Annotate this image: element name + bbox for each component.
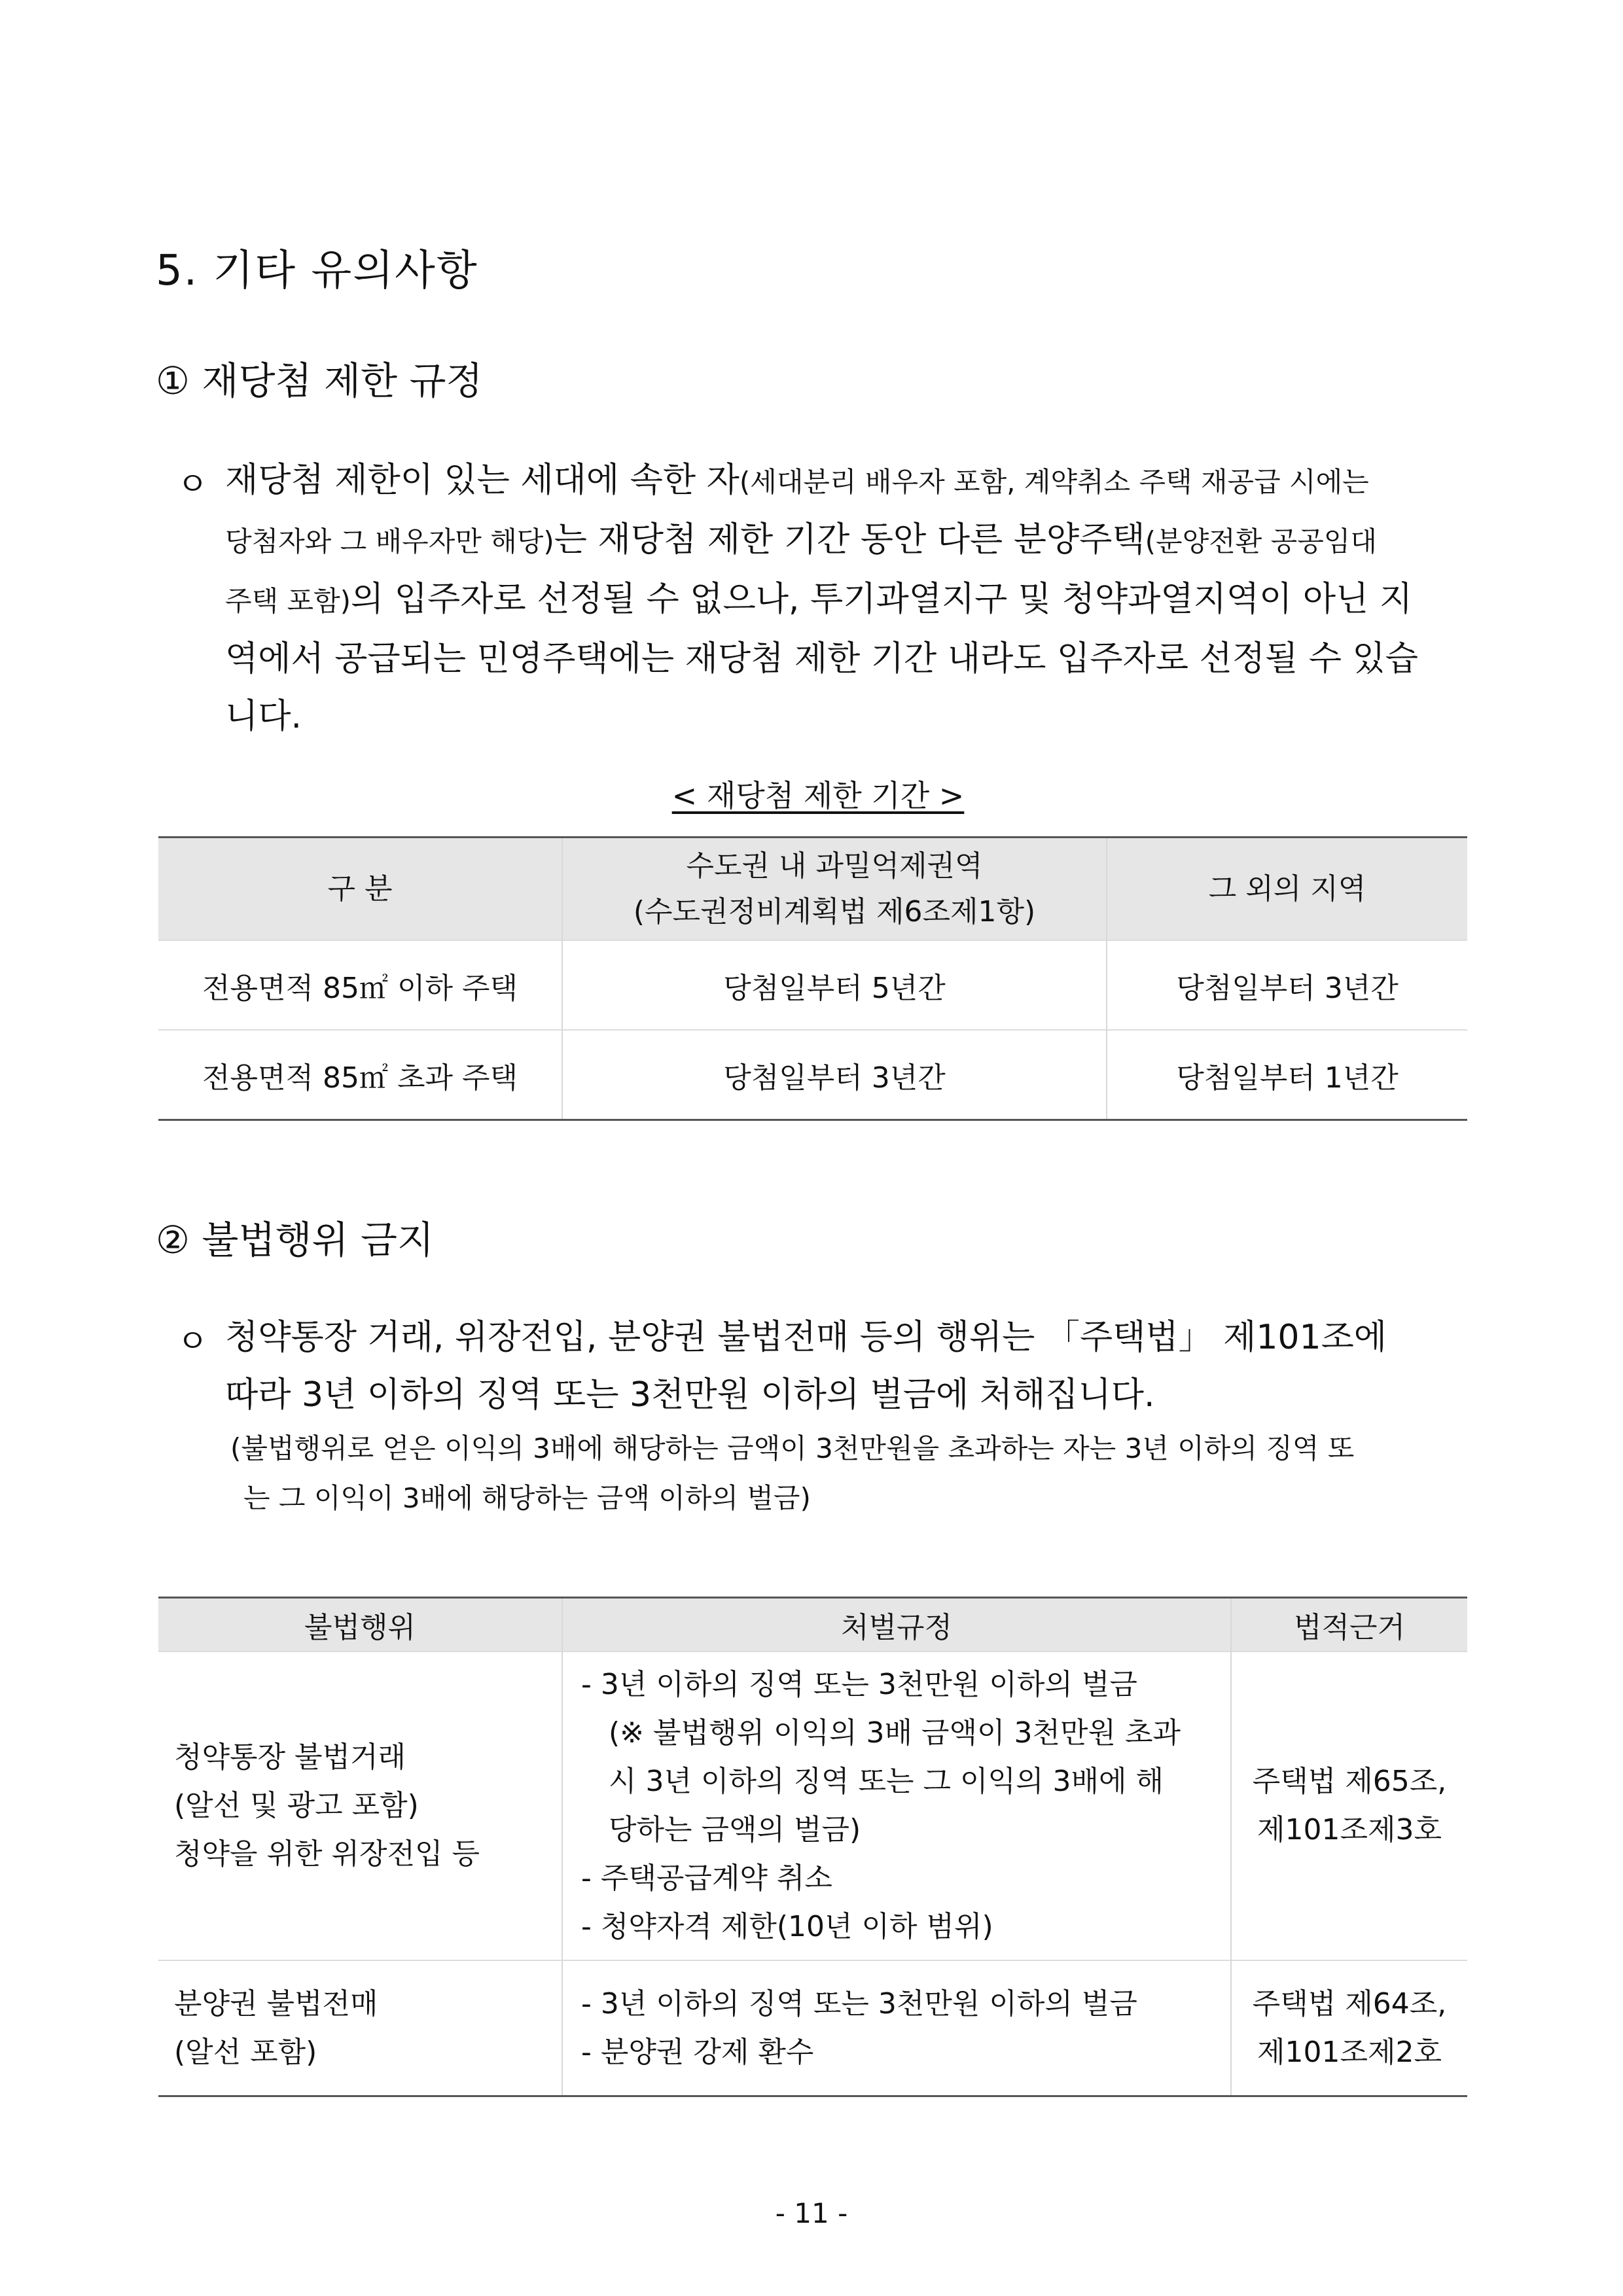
illegal-acts-table (158, 1597, 1467, 2097)
illegal-acts-paragraph: 청약통장 거래, 위장전입, 분양권 불법전매 등의 행위는 「주택법」 제101조에 따라 3년 이하의 징역 또는 3천만원 이하의 벌금에 처해집니다. (225, 1318, 1387, 1415)
section-title: 5. 기타 유의사항 (156, 247, 478, 295)
header-illegal-act: 불법행위 (158, 1598, 562, 1652)
cell-legal-basis: 주택법 제64조, 제101조제2호 (1231, 1960, 1467, 2096)
reselection-period-table (158, 836, 1467, 1121)
cell-illegal-act: 분양권 불법전매 (알선 포함) (158, 1960, 562, 2096)
illegal-acts-note: (불법행위로 얻은 이익의 3배에 해당하는 금액이 3천만원을 초과하는 자는 3년 이하의 징역 또 는 그 이익이 3배에 해당하는 금액 이하의 벌금) (230, 1432, 1355, 1514)
table-header-row (158, 838, 1467, 941)
cell-penalty: - 3년 이하의 징역 또는 3천만원 이하의 벌금 (※ 불법행위 이익의 3배 금액이 3천만원 초과 시 3년 이하의 징역 또는 그 이익의 3배에 해 당하는 금액의 벌금) - 주택공급계약 취소 - 청약자격 제한(10년 이하 범위) (562, 1651, 1231, 1960)
subsection-title-illegal-acts: ② 불법행위 금지 (156, 1218, 435, 1262)
table-row (158, 1960, 1467, 2096)
header-other-area: 그 외의 지역 (1107, 838, 1467, 941)
table-row: 전용면적 85㎡ 초과 주택 당첨일부터 3년간 당첨일부터 1년간 (158, 1030, 1467, 1120)
table-row: 전용면적 85㎡ 이하 주택 당첨일부터 5년간 당첨일부터 3년간 (158, 940, 1467, 1030)
cell-legal-basis: 주택법 제65조, 제101조제3호 (1231, 1651, 1467, 1960)
page-number: - 11 - (775, 2197, 848, 2229)
header-legal-basis: 법적근거 (1231, 1598, 1467, 1652)
subsection-title-reselection: ① 재당첨 제한 규정 (156, 359, 483, 403)
header-category: 구 분 (158, 838, 562, 941)
table-row (158, 1651, 1467, 1960)
header-metro-area: 수도권 내 과밀억제권역 (수도권정비계획법 제6조제1항) (562, 838, 1107, 941)
table-title-reselection-period: < 재당첨 제한 기간 > (671, 778, 965, 813)
table-header-row (158, 1598, 1467, 1652)
bullet-marker: ㅇ (177, 1322, 209, 1360)
reselection-paragraph: 재당첨 제한이 있는 세대에 속한 자(세대분리 배우자 포함, 계약취소 주택 재공급 시에는 당첨자와 그 배우자만 해당)는 재당첨 제한 기간 동안 다른 분양주택(분양전환 공공임대 주택 포함)의 입주자로 선정될 수 없으나, 투기과열지구 및 청약과열지역이 아닌 지 역에서 공급되는 민영주택에는 재당첨 제한 기간 내라도 입주자로 선정될 수 있습 니다. (225, 461, 1418, 736)
bullet-marker: ㅇ (177, 465, 209, 503)
header-penalty: 처벌규정 (562, 1598, 1231, 1652)
cell-penalty: - 3년 이하의 징역 또는 3천만원 이하의 벌금 - 분양권 강제 환수 (562, 1960, 1231, 2096)
cell-illegal-act: 청약통장 불법거래 (알선 및 광고 포함) 청약을 위한 위장전입 등 (158, 1651, 562, 1960)
